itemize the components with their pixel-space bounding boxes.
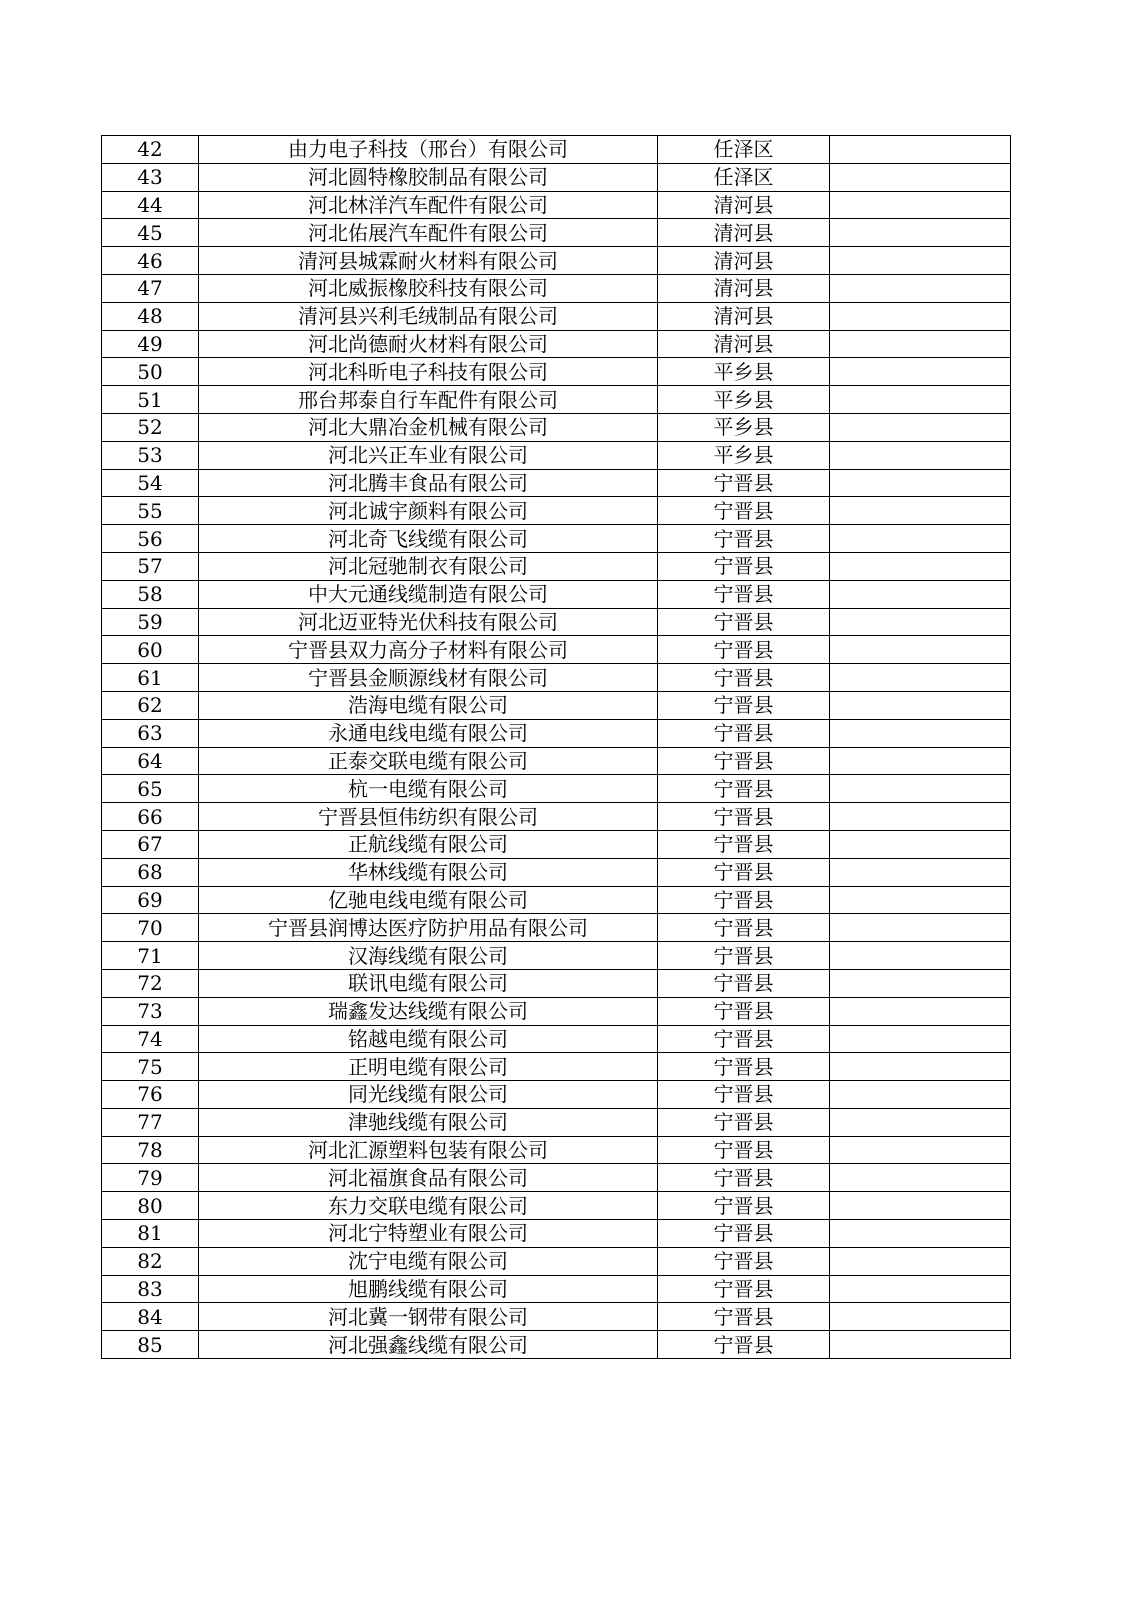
company-name-cell: 同光线缆有限公司 (199, 1081, 658, 1109)
company-list-table (101, 135, 1011, 1359)
company-name-cell: 河北佑展汽车配件有限公司 (199, 219, 658, 247)
company-name-cell: 瑞鑫发达线缆有限公司 (199, 997, 658, 1025)
table-row (102, 886, 1011, 914)
company-name-cell: 沈宁电缆有限公司 (199, 1247, 658, 1275)
company-name-cell: 由力电子科技（邢台）有限公司 (199, 136, 658, 164)
region-cell: 清河县 (658, 302, 830, 330)
company-name-cell: 河北强鑫线缆有限公司 (199, 1331, 658, 1359)
region-cell: 平乡县 (658, 441, 830, 469)
region-cell: 宁晋县 (658, 1053, 830, 1081)
table-row (102, 719, 1011, 747)
table-row (102, 1136, 1011, 1164)
remark-cell (830, 1220, 1011, 1248)
table-row (102, 1053, 1011, 1081)
table-row (102, 413, 1011, 441)
company-name-cell: 邢台邦泰自行车配件有限公司 (199, 386, 658, 414)
remark-cell (830, 1108, 1011, 1136)
company-name-cell: 正明电缆有限公司 (199, 1053, 658, 1081)
row-number-cell: 66 (102, 803, 199, 831)
remark-cell (830, 191, 1011, 219)
region-cell: 宁晋县 (658, 608, 830, 636)
region-cell: 宁晋县 (658, 914, 830, 942)
remark-cell (830, 580, 1011, 608)
remark-cell (830, 525, 1011, 553)
row-number-cell: 80 (102, 1192, 199, 1220)
row-number-cell: 48 (102, 302, 199, 330)
row-number-cell: 63 (102, 719, 199, 747)
row-number-cell: 72 (102, 969, 199, 997)
row-number-cell: 71 (102, 942, 199, 970)
remark-cell (830, 219, 1011, 247)
table-row (102, 1247, 1011, 1275)
remark-cell (830, 803, 1011, 831)
company-name-cell: 清河县兴利毛绒制品有限公司 (199, 302, 658, 330)
row-number-cell: 81 (102, 1220, 199, 1248)
remark-cell (830, 1331, 1011, 1359)
remark-cell (830, 330, 1011, 358)
table-row (102, 1081, 1011, 1109)
table-row (102, 969, 1011, 997)
region-cell: 宁晋县 (658, 942, 830, 970)
region-cell: 宁晋县 (658, 969, 830, 997)
table-body (102, 136, 1011, 1359)
row-number-cell: 82 (102, 1247, 199, 1275)
remark-cell (830, 1247, 1011, 1275)
row-number-cell: 55 (102, 497, 199, 525)
table-row (102, 136, 1011, 164)
remark-cell (830, 969, 1011, 997)
remark-cell (830, 1053, 1011, 1081)
remark-cell (830, 302, 1011, 330)
remark-cell (830, 469, 1011, 497)
company-name-cell: 中大元通线缆制造有限公司 (199, 580, 658, 608)
table-row (102, 1303, 1011, 1331)
region-cell: 宁晋县 (658, 830, 830, 858)
table-row (102, 830, 1011, 858)
remark-cell (830, 691, 1011, 719)
region-cell: 宁晋县 (658, 1136, 830, 1164)
table-row (102, 358, 1011, 386)
remark-cell (830, 719, 1011, 747)
remark-cell (830, 1081, 1011, 1109)
company-name-cell: 宁晋县润博达医疗防护用品有限公司 (199, 914, 658, 942)
company-name-cell: 杭一电缆有限公司 (199, 775, 658, 803)
region-cell: 清河县 (658, 219, 830, 247)
region-cell: 宁晋县 (658, 1303, 830, 1331)
row-number-cell: 47 (102, 274, 199, 302)
remark-cell (830, 747, 1011, 775)
company-name-cell: 铭越电缆有限公司 (199, 1025, 658, 1053)
table-row (102, 858, 1011, 886)
region-cell: 平乡县 (658, 386, 830, 414)
remark-cell (830, 830, 1011, 858)
remark-cell (830, 886, 1011, 914)
remark-cell (830, 1164, 1011, 1192)
table-row (102, 552, 1011, 580)
row-number-cell: 49 (102, 330, 199, 358)
remark-cell (830, 1275, 1011, 1303)
row-number-cell: 79 (102, 1164, 199, 1192)
table-row (102, 386, 1011, 414)
remark-cell (830, 858, 1011, 886)
region-cell: 宁晋县 (658, 747, 830, 775)
company-name-cell: 河北林洋汽车配件有限公司 (199, 191, 658, 219)
row-number-cell: 59 (102, 608, 199, 636)
remark-cell (830, 1303, 1011, 1331)
company-name-cell: 河北宁特塑业有限公司 (199, 1220, 658, 1248)
row-number-cell: 65 (102, 775, 199, 803)
table-row (102, 942, 1011, 970)
region-cell: 清河县 (658, 191, 830, 219)
row-number-cell: 46 (102, 247, 199, 275)
remark-cell (830, 497, 1011, 525)
remark-cell (830, 942, 1011, 970)
remark-cell (830, 386, 1011, 414)
row-number-cell: 51 (102, 386, 199, 414)
table-row (102, 775, 1011, 803)
row-number-cell: 64 (102, 747, 199, 775)
company-name-cell: 旭鹏线缆有限公司 (199, 1275, 658, 1303)
company-name-cell: 河北冀一钢带有限公司 (199, 1303, 658, 1331)
region-cell: 宁晋县 (658, 775, 830, 803)
company-name-cell: 联讯电缆有限公司 (199, 969, 658, 997)
region-cell: 平乡县 (658, 413, 830, 441)
row-number-cell: 52 (102, 413, 199, 441)
table-row (102, 469, 1011, 497)
row-number-cell: 61 (102, 664, 199, 692)
remark-cell (830, 636, 1011, 664)
region-cell: 清河县 (658, 274, 830, 302)
region-cell: 任泽区 (658, 163, 830, 191)
row-number-cell: 50 (102, 358, 199, 386)
row-number-cell: 57 (102, 552, 199, 580)
row-number-cell: 68 (102, 858, 199, 886)
remark-cell (830, 775, 1011, 803)
table-row (102, 441, 1011, 469)
company-name-cell: 宁晋县金顺源线材有限公司 (199, 664, 658, 692)
table-row (102, 219, 1011, 247)
table-row (102, 1108, 1011, 1136)
company-name-cell: 永通电线电缆有限公司 (199, 719, 658, 747)
row-number-cell: 73 (102, 997, 199, 1025)
company-name-cell: 亿驰电线电缆有限公司 (199, 886, 658, 914)
company-name-cell: 河北冠驰制衣有限公司 (199, 552, 658, 580)
company-name-cell: 汉海线缆有限公司 (199, 942, 658, 970)
table-row (102, 1192, 1011, 1220)
table-row (102, 1025, 1011, 1053)
company-name-cell: 宁晋县双力高分子材料有限公司 (199, 636, 658, 664)
remark-cell (830, 997, 1011, 1025)
region-cell: 宁晋县 (658, 719, 830, 747)
region-cell: 宁晋县 (658, 525, 830, 553)
remark-cell (830, 274, 1011, 302)
table-row (102, 191, 1011, 219)
table-row (102, 803, 1011, 831)
company-name-cell: 河北威振橡胶科技有限公司 (199, 274, 658, 302)
region-cell: 宁晋县 (658, 691, 830, 719)
table-row (102, 330, 1011, 358)
region-cell: 宁晋县 (658, 497, 830, 525)
company-name-cell: 河北科昕电子科技有限公司 (199, 358, 658, 386)
row-number-cell: 69 (102, 886, 199, 914)
company-name-cell: 河北汇源塑料包装有限公司 (199, 1136, 658, 1164)
remark-cell (830, 1136, 1011, 1164)
table-row (102, 1275, 1011, 1303)
company-name-cell: 河北圆特橡胶制品有限公司 (199, 163, 658, 191)
region-cell: 宁晋县 (658, 1192, 830, 1220)
table-row (102, 691, 1011, 719)
company-name-cell: 河北腾丰食品有限公司 (199, 469, 658, 497)
company-name-cell: 华林线缆有限公司 (199, 858, 658, 886)
table-row (102, 163, 1011, 191)
row-number-cell: 83 (102, 1275, 199, 1303)
table-row (102, 914, 1011, 942)
table-row (102, 1164, 1011, 1192)
region-cell: 宁晋县 (658, 1025, 830, 1053)
company-name-cell: 河北福旗食品有限公司 (199, 1164, 658, 1192)
row-number-cell: 67 (102, 830, 199, 858)
remark-cell (830, 664, 1011, 692)
region-cell: 宁晋县 (658, 664, 830, 692)
region-cell: 清河县 (658, 330, 830, 358)
remark-cell (830, 136, 1011, 164)
region-cell: 宁晋县 (658, 1164, 830, 1192)
table-row (102, 497, 1011, 525)
table-row (102, 525, 1011, 553)
region-cell: 宁晋县 (658, 580, 830, 608)
region-cell: 宁晋县 (658, 886, 830, 914)
row-number-cell: 75 (102, 1053, 199, 1081)
region-cell: 宁晋县 (658, 636, 830, 664)
row-number-cell: 74 (102, 1025, 199, 1053)
row-number-cell: 56 (102, 525, 199, 553)
table-row (102, 997, 1011, 1025)
table-row (102, 608, 1011, 636)
row-number-cell: 78 (102, 1136, 199, 1164)
table-row (102, 580, 1011, 608)
company-name-cell: 津驰线缆有限公司 (199, 1108, 658, 1136)
remark-cell (830, 247, 1011, 275)
region-cell: 宁晋县 (658, 1275, 830, 1303)
row-number-cell: 58 (102, 580, 199, 608)
region-cell: 宁晋县 (658, 858, 830, 886)
table-row (102, 1220, 1011, 1248)
row-number-cell: 53 (102, 441, 199, 469)
region-cell: 宁晋县 (658, 1247, 830, 1275)
row-number-cell: 42 (102, 136, 199, 164)
table-row (102, 302, 1011, 330)
company-name-cell: 东力交联电缆有限公司 (199, 1192, 658, 1220)
company-name-cell: 正泰交联电缆有限公司 (199, 747, 658, 775)
company-name-cell: 河北迈亚特光伏科技有限公司 (199, 608, 658, 636)
region-cell: 宁晋县 (658, 803, 830, 831)
row-number-cell: 77 (102, 1108, 199, 1136)
remark-cell (830, 914, 1011, 942)
region-cell: 宁晋县 (658, 552, 830, 580)
company-name-cell: 清河县城霖耐火材料有限公司 (199, 247, 658, 275)
company-name-cell: 河北尚德耐火材料有限公司 (199, 330, 658, 358)
region-cell: 宁晋县 (658, 1331, 830, 1359)
row-number-cell: 62 (102, 691, 199, 719)
row-number-cell: 76 (102, 1081, 199, 1109)
remark-cell (830, 358, 1011, 386)
company-name-cell: 河北兴正车业有限公司 (199, 441, 658, 469)
row-number-cell: 45 (102, 219, 199, 247)
region-cell: 宁晋县 (658, 469, 830, 497)
row-number-cell: 84 (102, 1303, 199, 1331)
table-row (102, 664, 1011, 692)
company-name-cell: 河北诚宇颜料有限公司 (199, 497, 658, 525)
table-row (102, 747, 1011, 775)
table-row (102, 636, 1011, 664)
table-row (102, 247, 1011, 275)
company-name-cell: 河北大鼎冶金机械有限公司 (199, 413, 658, 441)
remark-cell (830, 163, 1011, 191)
table-row (102, 274, 1011, 302)
company-name-cell: 正航线缆有限公司 (199, 830, 658, 858)
row-number-cell: 44 (102, 191, 199, 219)
remark-cell (830, 413, 1011, 441)
remark-cell (830, 1025, 1011, 1053)
region-cell: 宁晋县 (658, 997, 830, 1025)
row-number-cell: 60 (102, 636, 199, 664)
remark-cell (830, 441, 1011, 469)
remark-cell (830, 552, 1011, 580)
row-number-cell: 70 (102, 914, 199, 942)
company-name-cell: 河北奇飞线缆有限公司 (199, 525, 658, 553)
row-number-cell: 54 (102, 469, 199, 497)
table-row (102, 1331, 1011, 1359)
remark-cell (830, 1192, 1011, 1220)
region-cell: 宁晋县 (658, 1108, 830, 1136)
region-cell: 宁晋县 (658, 1081, 830, 1109)
company-name-cell: 浩海电缆有限公司 (199, 691, 658, 719)
region-cell: 平乡县 (658, 358, 830, 386)
company-name-cell: 宁晋县恒伟纺织有限公司 (199, 803, 658, 831)
region-cell: 宁晋县 (658, 1220, 830, 1248)
row-number-cell: 43 (102, 163, 199, 191)
region-cell: 任泽区 (658, 136, 830, 164)
remark-cell (830, 608, 1011, 636)
region-cell: 清河县 (658, 247, 830, 275)
row-number-cell: 85 (102, 1331, 199, 1359)
